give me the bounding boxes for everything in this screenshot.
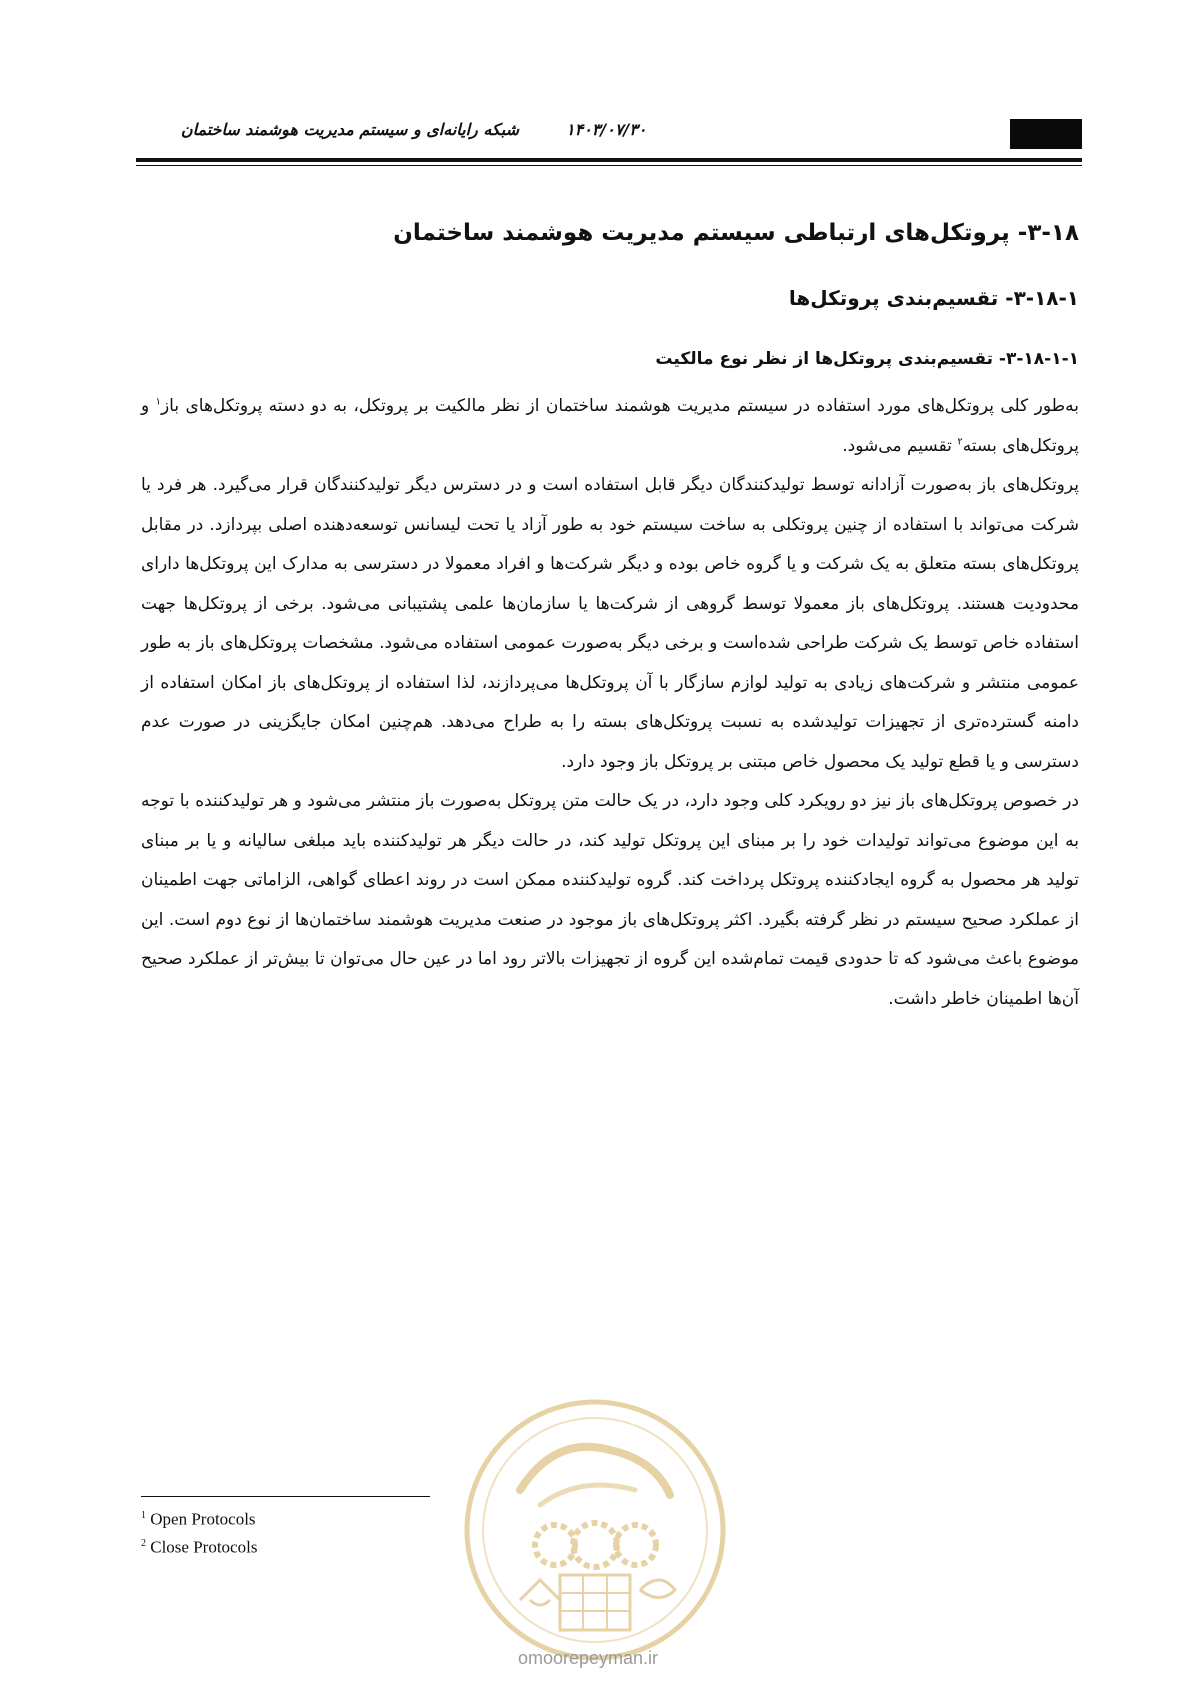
- subsection-heading: ۳-۱۸-۱- تقسیم‌بندی پروتکل‌ها: [788, 286, 1079, 310]
- header-rule-thick: [136, 158, 1082, 162]
- section-heading: ۳-۱۸- پروتکل‌های ارتباطی سیستم مدیریت هوشمند ساختمان: [393, 220, 1079, 246]
- paragraph-intro-text-c: تقسیم می‌شود.: [842, 435, 958, 456]
- header-date: ۱۴۰۳/۰۷/۳۰: [566, 120, 647, 139]
- footnote-ref-2: ۲: [957, 435, 963, 447]
- watermark-seal-icon: [460, 1395, 730, 1665]
- footnote-1-number: 1: [141, 1510, 146, 1521]
- watermark-url: omoorepeyman.ir: [517, 1648, 659, 1668]
- paragraph-intro-text-b: و پروتکل‌های بسته: [141, 396, 1079, 456]
- paragraph-intro-text-a: به‌طور کلی پروتکل‌های مورد استفاده در سیستم مدیریت هوشمند ساختمان از نظر مالکیت بر پروتکل، به دو دسته پروتکل‌های باز: [160, 396, 1079, 416]
- watermark-seal: [460, 1395, 730, 1665]
- footnote-2: [141, 1532, 257, 1560]
- page-number-box: [1010, 119, 1082, 149]
- page-header: [0, 0, 1191, 170]
- running-title: شبکه رایانه‌ای و سیستم مدیریت هوشمند ساختمان: [180, 120, 519, 139]
- footnote-ref-1: ۱: [155, 396, 161, 408]
- header-rule-thin: [136, 165, 1082, 166]
- footnotes: [141, 1504, 257, 1559]
- footnote-1-text: Open Protocols: [150, 1509, 256, 1529]
- paragraph-open-protocols: پروتکل‌های باز به‌صورت آزادانه توسط تولیدکنندگان دیگر قابل استفاده است و در دسترس دیگر تولیدکنندگان قرار می‌گیرد. هر فرد یا شرکت می‌تواند با استفاده از چنین پروتکلی به ساخت سیستم خود به طور آزاد یا تحت لیسانس توسعه‌دهنده اصلی بپردازد. در مقابل پروتکل‌های بسته متعلق به یک شرکت و یا گروه خاص بوده و دیگر شرکت‌ها و افراد معمولا در دسترسی به مدارک این پروتکل‌ها دارای محدودیت هستند. پروتکل‌های باز معمولا توسط گروهی از شرکت‌ها یا سازمان‌ها علمی پشتیبانی می‌شود. برخی از پروتکل‌ها جهت استفاده خاص توسط یک شرکت طراحی شده‌است و برخی دیگر به‌صورت عمومی استفاده می‌شود. مشخصات پروتکل‌های باز به طور عمومی منتشر و شرکت‌های زیادی به تولید لوازم سازگار با آن پروتکل‌ها می‌پردازند، لذا استفاده از پروتکل‌های باز امکان استفاده از دامنه گسترده‌تری از تجهیزات تولیدشده به نسبت پروتکل‌های بسته را به طراح می‌دهد. هم‌چنین امکان جایگزینی در صورت عدم دسترسی و یا قطع تولید یک محصول خاص مبتنی بر پروتکل باز وجود دارد.: [141, 475, 1079, 772]
- subsubsection-heading: ۳-۱۸-۱-۱- تقسیم‌بندی پروتکل‌ها از نظر نوع مالکیت: [655, 349, 1079, 369]
- footnote-separator: [141, 1496, 430, 1497]
- paragraph-intro: [141, 387, 1079, 466]
- footnote-1: [141, 1504, 257, 1532]
- footnote-2-text: Close Protocols: [150, 1537, 258, 1557]
- paragraph-open-approaches: در خصوص پروتکل‌های باز نیز دو رویکرد کلی وجود دارد، در یک حالت متن پروتکل به‌صورت باز منتشر می‌شود و هر تولیدکننده با توجه به این موضوع می‌تواند تولیدات خود را بر مبنای این پروتکل تولید کند، در حالت دیگر هر تولیدکننده باید مبلغی سالیانه و یا بر مبنای تولید هر محصول به گروه ایجادکننده پروتکل پرداخت کند. گروه تولیدکننده ممکن است در روند اعطای گواهی، الزاماتی جهت اطمینان از عملکرد صحیح سیستم در نظر گرفته بگیرد. اکثر پروتکل‌های باز موجود در صنعت مدیریت هوشمند ساختمان‌ها از نوع دوم است. این موضوع باعث می‌شود که تا حدودی قیمت تمام‌شده این گروه از تجهیزات بالاتر رود اما در عین حال می‌توان تا بیش‌تر از عملکرد صحیح آن‌ها اطمینان خاطر داشت.: [141, 791, 1079, 1009]
- footnote-2-number: 2: [141, 1537, 146, 1549]
- document-body: [141, 213, 1079, 1019]
